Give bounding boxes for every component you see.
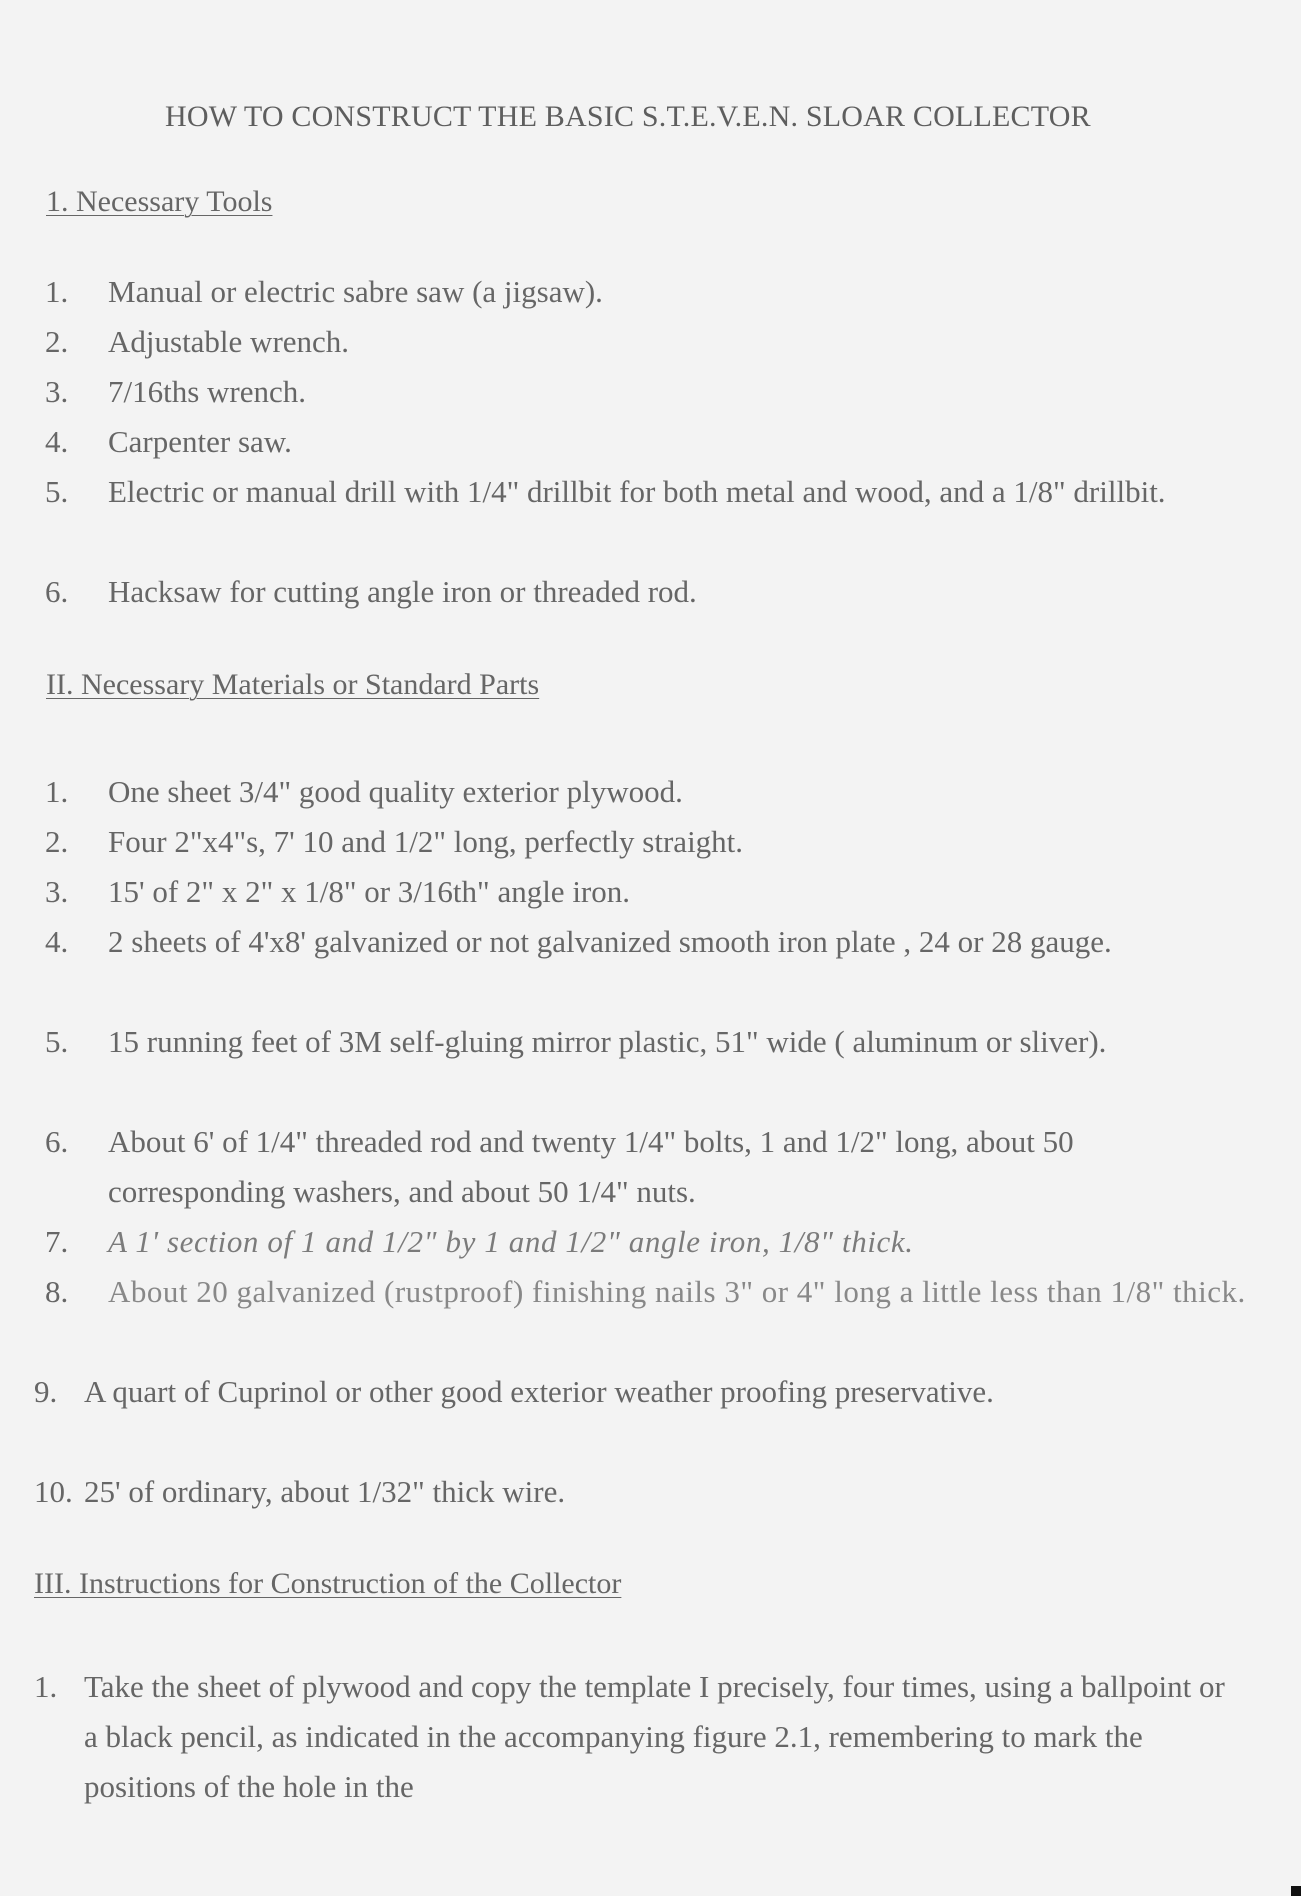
list-item-number: 1.	[45, 274, 69, 309]
list-item-text: A quart of Cuprinol or other good exterior weather proofing preservative.	[84, 1374, 994, 1409]
list-item-number: 2.	[45, 324, 69, 359]
list-item	[45, 917, 1255, 967]
list-item-text: Electric or manual drill with 1/4" drillbit for both metal and wood, and a 1/8" drillbit.	[108, 474, 1166, 509]
list-item-number: 1.	[45, 774, 69, 809]
list-item-text: One sheet 3/4" good quality exterior plywood.	[108, 774, 683, 809]
list-item	[45, 767, 1255, 817]
list-item-text: A 1' section of 1 and 1/2" by 1 and 1/2" angle iron, 1/8" thick.	[108, 1224, 914, 1259]
list-item-number: 6.	[45, 574, 69, 609]
list-item	[45, 367, 1255, 417]
document-title: HOW TO CONSTRUCT THE BASIC S.T.E.V.E.N. SLOAR COLLECTOR	[165, 100, 1091, 133]
list-item	[45, 817, 1255, 867]
list-item-number: 4.	[45, 424, 69, 459]
list-item	[45, 267, 1255, 317]
list-item-text: 2 sheets of 4'x8' galvanized or not galvanized smooth iron plate , 24 or 28 gauge.	[108, 924, 1112, 959]
list-item-text: 15 running feet of 3M self-gluing mirror plastic, 51" wide ( aluminum or sliver).	[108, 1024, 1107, 1059]
list-item-number: 2.	[45, 824, 69, 859]
list-item-text: About 6' of 1/4" threaded rod and twenty 1/4" bolts, 1 and 1/2" long, about 50 corresponding washers, and about 50 1/4" nuts.	[108, 1124, 1074, 1209]
list-item-text: 25' of ordinary, about 1/32" thick wire.	[84, 1474, 566, 1509]
list-item	[34, 1662, 1244, 1812]
list-item-number: 1.	[34, 1669, 58, 1704]
list-item-number: 8.	[45, 1274, 69, 1309]
list-item-text: Hacksaw for cutting angle iron or threaded rod.	[108, 574, 697, 609]
list-item	[45, 1117, 1255, 1217]
list-item	[34, 1367, 1244, 1417]
list-item	[45, 1017, 1255, 1067]
list-item-number: 9.	[34, 1374, 58, 1409]
list-item-text: About 20 galvanized (rustproof) finishing nails 3" or 4" long a little less than 1/8" thick.	[108, 1274, 1246, 1309]
list-item-number: 10.	[34, 1474, 73, 1509]
section-heading-tools: 1. Necessary Tools	[46, 185, 273, 218]
list-item-number: 4.	[45, 924, 69, 959]
section-heading-materials: II. Necessary Materials or Standard Parts	[46, 668, 540, 701]
list-item-number: 6.	[45, 1124, 69, 1159]
list-item	[45, 417, 1255, 467]
list-item-text: Carpenter saw.	[108, 424, 292, 459]
list-item-number: 7.	[45, 1224, 69, 1259]
list-item-text: Manual or electric sabre saw (a jigsaw).	[108, 274, 603, 309]
list-item-number: 3.	[45, 374, 69, 409]
list-item-text: Adjustable wrench.	[108, 324, 350, 359]
list-item	[45, 567, 1255, 617]
list-item-text: 7/16ths wrench.	[108, 374, 307, 409]
list-item	[45, 1217, 1255, 1267]
page-corner-mark	[1291, 1886, 1301, 1896]
list-item-text: Four 2"x4"s, 7' 10 and 1/2" long, perfectly straight.	[108, 824, 744, 859]
section-heading-instructions: III. Instructions for Construction of the Collector	[34, 1567, 622, 1600]
list-item	[45, 1267, 1255, 1317]
list-item	[34, 1467, 1244, 1517]
list-item	[45, 467, 1255, 517]
list-item-number: 5.	[45, 1024, 69, 1059]
list-item	[45, 867, 1255, 917]
list-item-text: Take the sheet of plywood and copy the template I precisely, four times, using a ballpoint or a black pencil, as indicated in the accompanying figure 2.1, remembering to mark the positions of the hole in the	[84, 1669, 1225, 1804]
list-item	[45, 317, 1255, 367]
list-item-number: 5.	[45, 474, 69, 509]
list-item-text: 15' of 2" x 2" x 1/8" or 3/16th" angle iron.	[108, 874, 631, 909]
list-item-number: 3.	[45, 874, 69, 909]
